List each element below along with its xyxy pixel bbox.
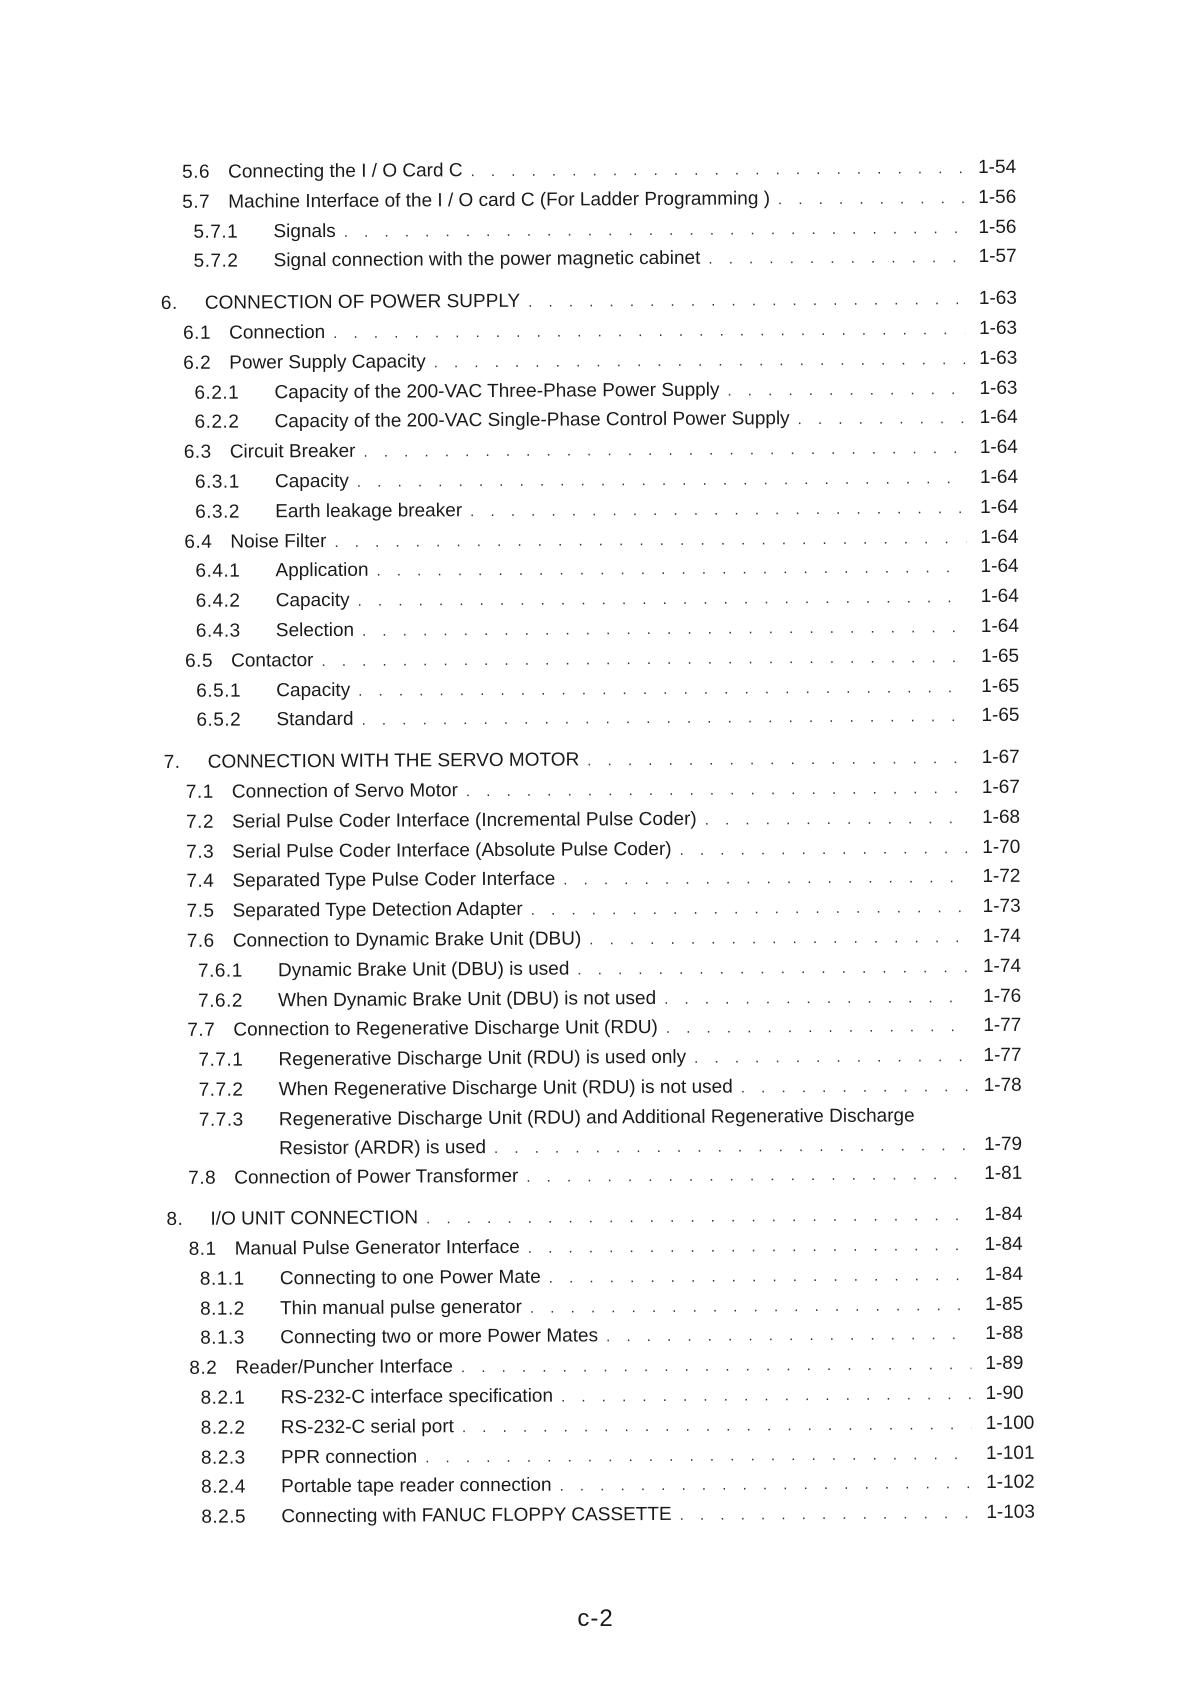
toc-entry-page: 1-65 xyxy=(981,675,1020,697)
toc-entry-number: 5.7.2 xyxy=(193,250,239,273)
toc-entry-title: Portable tape reader connection xyxy=(281,1471,560,1502)
dot-leader xyxy=(666,1012,970,1044)
toc-entry-title: Separated Type Detection Adapter xyxy=(233,895,531,927)
dot-leader xyxy=(462,1410,972,1443)
toc-entry-number: 8.2.1 xyxy=(200,1387,246,1409)
toc-entry-number: 7.1 xyxy=(185,781,214,803)
toc-entry-page: 1-79 xyxy=(983,1133,1023,1155)
dot-leader xyxy=(798,404,966,435)
toc-entry-page: 1-72 xyxy=(982,866,1021,888)
toc-entry-page: 1-64 xyxy=(980,496,1019,518)
toc-entry-page: 1-100 xyxy=(985,1412,1035,1434)
dot-leader xyxy=(531,893,969,925)
toc-entry-title: When Dynamic Brake Unit (DBU) is not used xyxy=(278,983,664,1015)
toc-entry-page: 1-84 xyxy=(984,1204,1023,1226)
toc-entry-page: 1-56 xyxy=(978,186,1017,208)
toc-entry-page: 1-64 xyxy=(979,466,1019,488)
dot-leader xyxy=(528,1231,971,1264)
toc-entry-title: Connecting to one Power Mate xyxy=(280,1263,549,1294)
dot-leader xyxy=(361,702,967,735)
toc-entry-page: 1-63 xyxy=(978,317,1018,339)
toc-entry-number: 7.5 xyxy=(186,900,215,922)
dot-leader xyxy=(589,923,969,955)
toc-entry-page: 1-90 xyxy=(985,1382,1024,1405)
dot-leader xyxy=(494,1132,970,1163)
toc-entry-page: 1-102 xyxy=(986,1472,1035,1494)
toc-entry-page: 1-77 xyxy=(983,1015,1022,1037)
toc-entry-title: Standard xyxy=(276,705,361,735)
toc-entry-page: 1-81 xyxy=(984,1162,1023,1184)
dot-leader xyxy=(727,375,965,406)
toc-entry-page: 1-54 xyxy=(978,156,1017,179)
dot-leader xyxy=(694,1042,970,1073)
dot-leader xyxy=(559,1470,972,1502)
dot-leader xyxy=(526,1160,970,1193)
toc-entry-number: 7.7.1 xyxy=(198,1049,244,1071)
dot-leader xyxy=(549,1261,971,1293)
toc-entry-title: Noise Filter xyxy=(230,527,334,557)
toc-entry-number: 7. xyxy=(163,752,181,774)
toc-entry-page: 1-64 xyxy=(980,615,1019,637)
toc-entry-title: CONNECTION OF POWER SUPPLY xyxy=(205,287,528,319)
toc-entry xyxy=(166,1158,1046,1193)
toc-entry-number: 5.6 xyxy=(182,161,211,183)
dot-leader xyxy=(466,774,968,807)
dot-leader xyxy=(470,494,966,527)
table-of-contents xyxy=(160,153,1048,1533)
toc-entry-page: 1-89 xyxy=(985,1353,1024,1375)
toc-entry-title: Power Supply Capacity xyxy=(229,347,434,378)
toc-entry-page: 1-63 xyxy=(978,287,1017,310)
dot-leader xyxy=(708,243,964,274)
toc-entry-title: Circuit Breaker xyxy=(230,437,364,468)
toc-entry-number: 8.1.3 xyxy=(200,1327,246,1350)
toc-entry-number: 7.6.2 xyxy=(198,990,243,1012)
toc-entry-page: 1-85 xyxy=(984,1293,1024,1315)
dot-leader xyxy=(528,285,965,317)
dot-leader xyxy=(426,1201,971,1234)
toc-entry-number: 6.2.1 xyxy=(194,382,240,404)
toc-entry-title: Resistor (ARDR) is used xyxy=(279,1133,494,1162)
toc-entry-page: 1-74 xyxy=(982,955,1022,977)
dot-leader xyxy=(680,1499,973,1531)
toc-entry xyxy=(161,242,1041,277)
dot-leader xyxy=(563,863,968,895)
toc-entry xyxy=(168,1498,1048,1533)
dot-leader xyxy=(606,1321,971,1353)
dot-leader xyxy=(470,154,964,187)
toc-entry-title: Capacity xyxy=(276,675,358,705)
toc-entry-title: Selection xyxy=(276,616,362,646)
toc-entry-number: 6. xyxy=(160,293,178,315)
toc-entry-page: 1-78 xyxy=(983,1074,1022,1096)
toc-entry-title: Application xyxy=(275,556,376,586)
toc-entry-number: 6.4.1 xyxy=(195,560,241,583)
toc-entry-page: 1-57 xyxy=(978,246,1017,268)
dot-leader xyxy=(561,1380,972,1412)
toc-entry-title: Capacity xyxy=(276,586,358,616)
toc-entry-page: 1-67 xyxy=(981,746,1020,769)
toc-entry-title: Contactor xyxy=(231,646,322,676)
toc-entry-page: 1-64 xyxy=(979,407,1018,429)
toc-entry-number: 7.4 xyxy=(186,871,215,893)
toc-entry-number: 8.2 xyxy=(189,1357,218,1380)
toc-entry-title: When Regenerative Discharge Unit (RDU) is not used xyxy=(279,1072,741,1105)
dot-leader xyxy=(705,804,969,835)
toc-entry-title: Connection xyxy=(229,318,333,348)
page-number: c-2 xyxy=(577,1605,614,1632)
toc-entry-page: 1-64 xyxy=(980,585,1019,608)
toc-entry-title: Serial Pulse Coder Interface (Incremental Pulse Coder) xyxy=(232,804,705,837)
toc-entry-title: Earth leakage breaker xyxy=(275,496,470,527)
toc-entry-title: Connection to Dynamic Brake Unit (DBU) xyxy=(233,924,590,956)
toc-entry-number: 7.6 xyxy=(186,930,215,952)
toc-entry-number: 8.1.2 xyxy=(199,1298,245,1320)
toc-entry-number: 8.1 xyxy=(188,1238,217,1260)
toc-entry-title: Reader/Puncher Interface xyxy=(235,1352,461,1383)
toc-entry-page: 1-84 xyxy=(984,1233,1023,1256)
dot-leader xyxy=(778,184,964,215)
toc-entry-page: 1-56 xyxy=(978,216,1017,238)
toc-entry-number: 6.1 xyxy=(183,322,212,344)
toc-entry-title: Connection to Regenerative Discharge Unit (RDU) xyxy=(233,1013,666,1045)
toc-entry-number: 8.2.3 xyxy=(200,1447,246,1469)
toc-entry-page: 1-76 xyxy=(983,985,1022,1007)
toc-entry-page: 1-65 xyxy=(980,645,1020,667)
toc-entry-title: RS-232-C interface specification xyxy=(280,1382,561,1414)
toc-entry-number: 6.2.2 xyxy=(194,411,240,434)
toc-entry-number: 8.2.5 xyxy=(201,1506,247,1529)
toc-entry-number: 6.3.2 xyxy=(195,501,240,523)
toc-entry-title: Connection of Power Transformer xyxy=(234,1161,526,1193)
toc-entry-number: 7.7.2 xyxy=(198,1079,244,1101)
dot-leader xyxy=(577,953,969,985)
toc-entry-title: RS-232-C serial port xyxy=(281,1412,462,1443)
dot-leader xyxy=(679,834,968,866)
toc-entry-number: 8. xyxy=(166,1209,184,1231)
toc-entry-page: 1-88 xyxy=(985,1323,1024,1345)
toc-entry-number: 6.3 xyxy=(183,441,212,464)
toc-entry-title: CONNECTION WITH THE SERVO MOTOR xyxy=(208,746,588,778)
toc-entry-number: 6.5.2 xyxy=(196,709,242,732)
toc-entry-page: 1-103 xyxy=(986,1501,1035,1524)
toc-entry-page: 1-64 xyxy=(980,556,1019,578)
toc-entry-number: 6.4 xyxy=(184,531,213,553)
toc-entry-page: 1-77 xyxy=(983,1044,1022,1067)
toc-entry-title: Signal connection with the power magnetic cabinet xyxy=(274,244,709,276)
toc-entry-title: Manual Pulse Generator Interface xyxy=(235,1233,528,1265)
toc-entry-page: 1-64 xyxy=(980,526,1019,548)
toc-entry-title: Serial Pulse Coder Interface (Absolute Pulse Coder) xyxy=(232,834,680,867)
toc-entry-page: 1-70 xyxy=(982,836,1021,858)
toc-entry-title: Capacity xyxy=(275,467,357,497)
toc-entry-page: 1-68 xyxy=(981,806,1021,828)
toc-entry-number: 8.2.2 xyxy=(200,1417,246,1439)
toc-entry-page: 1-73 xyxy=(982,895,1021,918)
toc-entry-page: 1-67 xyxy=(981,776,1020,798)
dot-leader xyxy=(434,345,966,378)
toc-entry-page: 1-63 xyxy=(979,377,1018,399)
toc-entry xyxy=(163,701,1043,736)
toc-entry-title: Separated Type Pulse Coder Interface xyxy=(232,865,563,897)
toc-entry-title: Thin manual pulse generator xyxy=(280,1292,530,1323)
dot-leader xyxy=(664,983,969,1015)
dot-leader xyxy=(461,1350,972,1383)
toc-entry-number: 7.2 xyxy=(185,811,215,833)
toc-entry-page: 1-101 xyxy=(985,1442,1035,1464)
toc-entry-number: 6.4.2 xyxy=(195,590,241,612)
toc-entry-number: 6.2 xyxy=(183,352,212,374)
toc-entry-number: 7.6.1 xyxy=(197,960,243,982)
toc-entry-title: Connecting two or more Power Mates xyxy=(280,1322,606,1354)
dot-leader xyxy=(741,1072,970,1103)
toc-entry-number: 7.3 xyxy=(186,841,215,863)
toc-entry-title: Connecting with FANUC FLOPPY CASSETTE xyxy=(281,1500,680,1532)
toc-entry-title: Regenerative Discharge Unit (RDU) is used only xyxy=(278,1043,694,1075)
toc-entry-number: 5.7.1 xyxy=(193,221,239,243)
toc-entry-title: Connection of Servo Motor xyxy=(232,776,466,807)
toc-entry-page: 1-63 xyxy=(979,347,1018,369)
toc-entry-title: PPR connection xyxy=(281,1442,425,1473)
toc-entry-page: 1-74 xyxy=(982,925,1021,947)
toc-entry-page: 1-64 xyxy=(979,436,1018,459)
dot-leader xyxy=(425,1440,972,1473)
toc-entry-title: I/O UNIT CONNECTION xyxy=(210,1204,426,1235)
toc-entry-number: 6.3.1 xyxy=(194,471,240,493)
toc-entry-number: 6.5.1 xyxy=(196,680,242,702)
toc-entry-title: Capacity of the 200-VAC Three-Phase Power Supply xyxy=(274,375,727,408)
toc-entry-number: 6.5 xyxy=(185,650,214,672)
toc-entry-number: 5.7 xyxy=(182,191,211,213)
toc-entry-title: Connecting the I / O Card C xyxy=(228,156,471,187)
toc-entry-number: 7.7.3 xyxy=(198,1109,244,1131)
toc-entry-title: Signals xyxy=(273,216,344,246)
toc-entry-title: Dynamic Brake Unit (DBU) is used xyxy=(278,954,578,986)
toc-entry-number: 8.2.4 xyxy=(201,1476,246,1499)
toc-entry-number: 7.8 xyxy=(188,1167,217,1189)
toc-entry-title: Capacity of the 200-VAC Single-Phase Control Power Supply xyxy=(275,404,798,437)
toc-entry-title: Machine Interface of the I / O card C (For Ladder Programming ) xyxy=(228,184,778,217)
toc-entry-number: 7.7 xyxy=(187,1019,216,1042)
dot-leader xyxy=(587,744,968,776)
toc-entry-page: 1-84 xyxy=(984,1263,1023,1285)
dot-leader xyxy=(530,1291,971,1323)
toc-entry-number: 6.4.3 xyxy=(195,620,241,642)
toc-entry-page: 1-65 xyxy=(981,705,1020,727)
toc-entry-title: Regenerative Discharge Unit (RDU) and Additional Regenerative Discharge xyxy=(279,1101,923,1135)
toc-entry-number: 8.1.1 xyxy=(199,1268,245,1290)
